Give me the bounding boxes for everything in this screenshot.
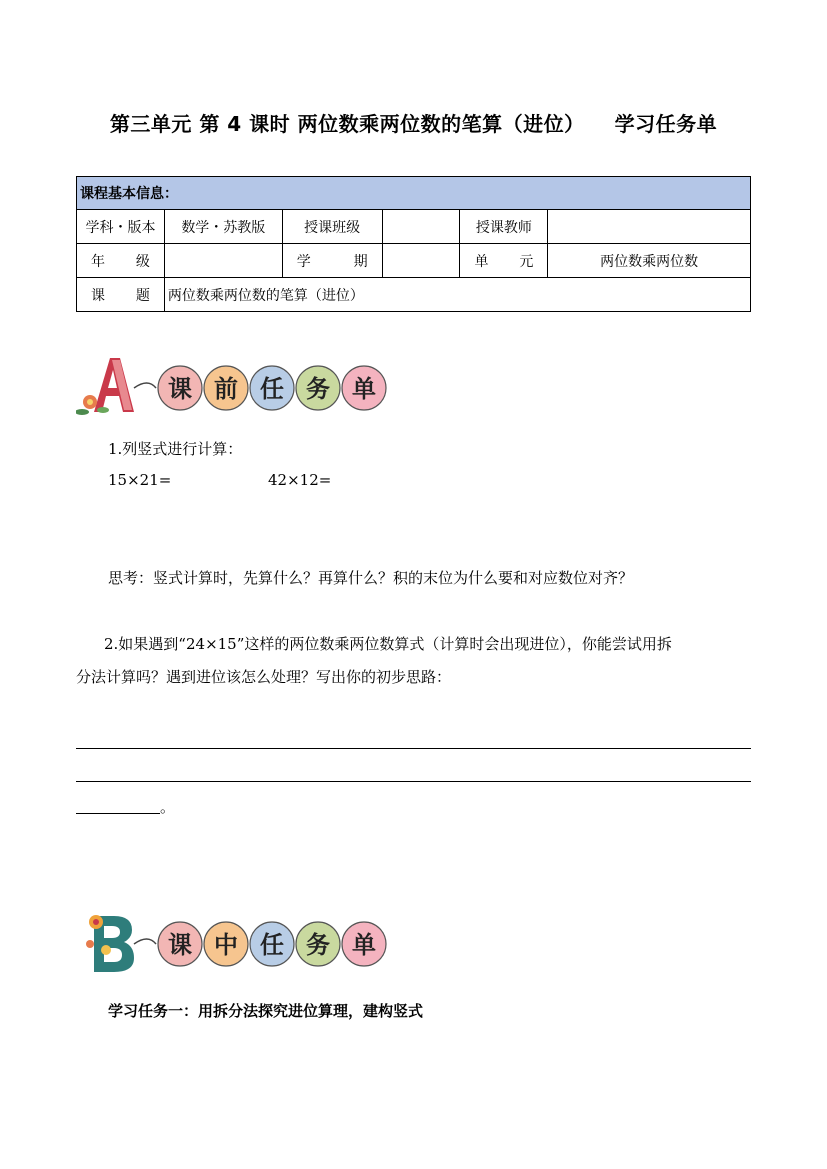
class-label: 授课班级 [282,210,382,244]
expression-2: 42×12= [268,471,332,489]
pre-class-banner [76,354,406,418]
letter-b-floral-icon [86,915,134,972]
title-lesson: 第 4 课时 [199,112,291,136]
in-class-banner [76,910,406,974]
think-question: 思考：竖式计算时，先算什么？再算什么？积的末位为什么要和对应数位对齐？ [108,569,634,587]
banner-char: 务 [306,375,330,403]
question-1: 1.列竖式进行计算： [108,440,243,458]
learning-task-1: 学习任务一：用拆分法探究进位算理，建构竖式 [108,1002,424,1020]
title-unit: 第三单元 [109,112,192,136]
banner-char: 务 [306,931,330,959]
banner-char: 任 [260,375,284,403]
page-title [0,108,827,137]
banner-char: 课 [168,931,192,959]
banner-char: 前 [214,375,238,403]
title-sheet: 学习任务单 [614,112,718,136]
banner-char: 单 [352,375,376,403]
term-value[interactable] [382,244,460,278]
grade-label: 年 级 [77,244,165,278]
class-value[interactable] [382,210,460,244]
banner-char: 任 [260,931,284,959]
table-header: 课程基本信息： [77,177,751,210]
topic-label: 课 题 [77,278,165,312]
question-2-line-2: 分法计算吗？遇到进位该怎么处理？写出你的初步思路： [76,668,452,686]
teacher-value[interactable] [548,210,751,244]
subject-value: 数学・苏教版 [164,210,282,244]
title-topic: 两位数乘两位数的笔算（进位） [297,112,585,136]
banner-char: 中 [214,931,238,959]
question-2-line-1: 2.如果遇到“24×15”这样的两位数乘两位数算式（计算时会出现进位），你能尝试用拆 [104,635,672,653]
answer-line-2[interactable] [76,781,751,782]
answer-line-3[interactable] [76,813,160,814]
banner-letter: A [76,354,77,355]
letter-a-floral-icon [76,358,134,415]
expression-1: 15×21= [108,471,172,489]
unit-value: 两位数乘两位数 [548,244,751,278]
topic-value: 两位数乘两位数的笔算（进位） [164,278,750,312]
course-info-table [76,176,751,312]
term-label: 学 期 [282,244,382,278]
banner-letter: B [76,910,77,911]
grade-value[interactable] [164,244,282,278]
banner-char: 课 [168,375,192,403]
end-mark: 。 [160,798,176,816]
answer-line-1[interactable] [76,748,751,749]
banner-char: 单 [352,931,376,959]
unit-label: 单 元 [460,244,548,278]
teacher-label: 授课教师 [460,210,548,244]
subject-label: 学科・版本 [77,210,165,244]
